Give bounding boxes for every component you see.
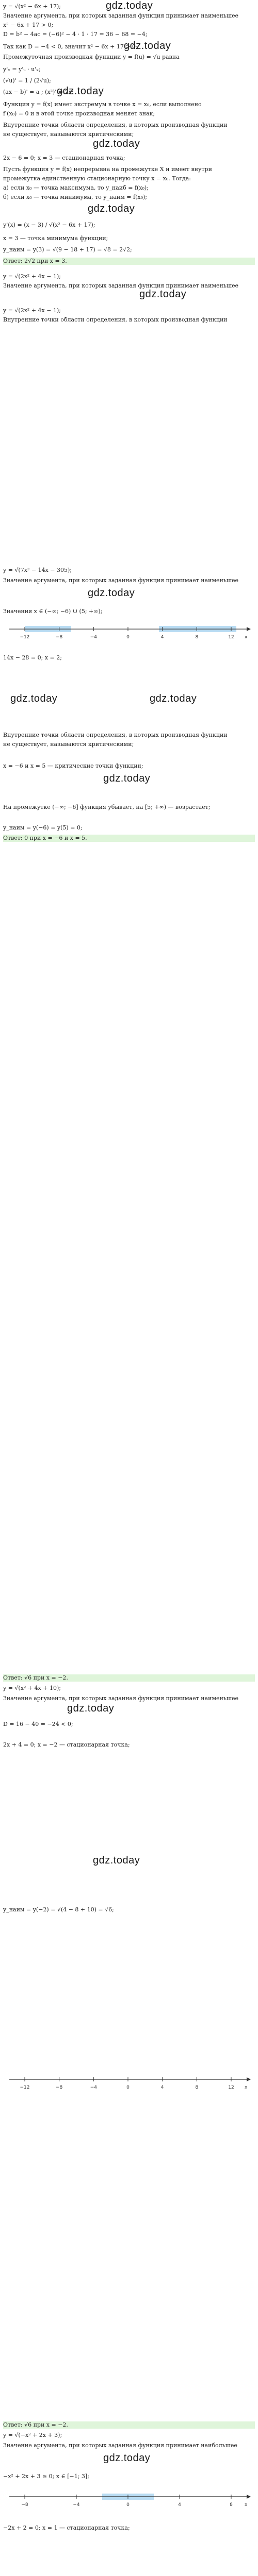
watermark: gdz.today bbox=[93, 138, 140, 149]
text-line: Промежуточная производная функции y = f(u) = √u равна bbox=[3, 54, 180, 60]
tick-label: 4 bbox=[178, 2502, 181, 2507]
text-line: Так как D = −4 < 0, значит x² − 6x + 17 > 0; bbox=[3, 43, 138, 50]
arrow-icon bbox=[247, 2495, 251, 2499]
watermark: gdz.today bbox=[150, 693, 197, 704]
tick-label: 12 bbox=[228, 635, 234, 640]
text-line: Значение аргумента, при которых заданная функция принимает наименьшее bbox=[3, 282, 239, 289]
watermark: gdz.today bbox=[139, 289, 187, 300]
watermark: gdz.today bbox=[93, 1855, 140, 1866]
watermark: gdz.today bbox=[103, 773, 151, 784]
formula-line: y_наим = y(−2) = √(4 − 8 + 10) = √6; bbox=[3, 1906, 114, 1913]
text-line: б) если x₀ — точка минимума, то y_наим = f(x₀); bbox=[3, 194, 147, 200]
formula-line: y = √(x² + 4x + 10); bbox=[3, 1685, 61, 1691]
tick-label: 4 bbox=[160, 635, 164, 640]
text-line: Внутренние точки области определения, в которых производная функции bbox=[3, 122, 228, 128]
tick-label: −12 bbox=[20, 2085, 30, 2090]
text-line: Значение аргумента, при которых заданная функция принимает наименьшее bbox=[3, 577, 239, 584]
formula-line: −2x + 2 = 0; x = 1 — стационарная точка; bbox=[3, 2524, 130, 2531]
formula-line: D = b² − 4ac = (−6)² − 4 · 1 · 17 = 36 − 68 = −4; bbox=[3, 31, 148, 38]
formula-line: y = √(2x² + 4x − 1); bbox=[3, 307, 61, 314]
tick-label: 0 bbox=[126, 635, 130, 640]
watermark: gdz.today bbox=[106, 0, 153, 11]
formula-line: y_наим = y(3) = √(9 − 18 + 17) = √8 = 2√2; bbox=[3, 246, 132, 253]
formula-line: y_наим = y(−6) = y(5) = 0; bbox=[3, 824, 83, 831]
text-line: Значение аргумента, при которых заданная функция принимает наименьшее bbox=[3, 12, 239, 19]
text-line: не существует, называются критическими; bbox=[3, 131, 134, 138]
tick-label: 0 bbox=[126, 2502, 130, 2507]
formula-line: (√u)' = 1 / (2√u); bbox=[3, 77, 51, 84]
formula-line: y'ₓ = y'ᵤ · u'ₓ; bbox=[3, 66, 41, 73]
text-line: промежутка единственную стационарную точку x = x₀. Тогда: bbox=[3, 175, 191, 182]
formula-line: −x² + 2x + 3 ≥ 0; x ∈ [−1; 3]; bbox=[3, 2473, 89, 2480]
text-line: не существует, называются критическими; bbox=[3, 741, 134, 748]
text-line: x = −6 и x = 5 — критические точки функции; bbox=[3, 762, 143, 769]
tick-label: −8 bbox=[56, 2085, 63, 2090]
tick-label: −12 bbox=[20, 635, 30, 640]
formula-line: y = √(x² − 6x + 17); bbox=[3, 3, 61, 10]
watermark: gdz.today bbox=[57, 86, 104, 97]
axis-label: x bbox=[245, 635, 248, 640]
number-line-1 bbox=[4, 621, 252, 641]
formula-line: (ax − b)' = a ; (x²)' = 2x; bbox=[3, 89, 74, 95]
text-line: Пусть функция y = f(x) непрерывна на промежутке X и имеет внутри bbox=[3, 166, 212, 173]
answer-line: Ответ: 2√2 при x = 3. bbox=[3, 258, 255, 265]
text-line: Внутренние точки области определения, в которых производная функции bbox=[3, 732, 228, 738]
formula-line: Значения x ∈ (−∞; −6) ∪ (5; +∞); bbox=[3, 608, 103, 615]
answer-line: Ответ: √6 при x = −2. bbox=[3, 1674, 255, 1682]
text-line: а) если x₀ — точка максимума, то y_наиб = f(x₀); bbox=[3, 184, 149, 191]
text-line: Функция y = f(x) имеет экстремум в точке x = x₀, если выполнено bbox=[3, 101, 202, 108]
formula-line: 2x + 4 = 0; x = −2 — стационарная точка; bbox=[3, 1741, 130, 1748]
formula-line: x² − 6x + 17 > 0; bbox=[3, 22, 54, 28]
formula-line: 14x − 28 = 0; x = 2; bbox=[3, 654, 62, 661]
watermark: gdz.today bbox=[88, 203, 135, 214]
tick-label: 8 bbox=[195, 2085, 199, 2090]
tick-label: 0 bbox=[126, 2085, 130, 2090]
watermark: gdz.today bbox=[103, 2452, 151, 2464]
watermark: gdz.today bbox=[67, 1703, 115, 1714]
text-line: Значение аргумента, при которых заданная функция принимает наименьшее bbox=[3, 1695, 239, 1702]
formula-line: y'(x) = (x − 3) / √(x² − 6x + 17); bbox=[3, 222, 95, 228]
text-line: f'(x₀) = 0 и в этой точке производная меняет знак; bbox=[3, 110, 155, 117]
watermark: gdz.today bbox=[88, 587, 135, 599]
tick-label: 8 bbox=[195, 635, 199, 640]
formula-line: 2x − 6 = 0; x = 3 — стационарная точка; bbox=[3, 155, 125, 161]
tick-label: −8 bbox=[21, 2502, 28, 2507]
tick-label: −4 bbox=[73, 2502, 80, 2507]
watermark: gdz.today bbox=[10, 693, 58, 704]
text-line: x = 3 — точка минимума функции; bbox=[3, 235, 108, 242]
number-line-3 bbox=[4, 2488, 252, 2509]
answer-line: Ответ: √6 при x = −2. bbox=[3, 2421, 255, 2429]
tick-label: −8 bbox=[56, 635, 63, 640]
tick-label: 4 bbox=[160, 2085, 164, 2090]
text-line: Внутренние точки области определения, в которых производная функции bbox=[3, 316, 228, 323]
tick-label: −4 bbox=[90, 2085, 97, 2090]
tick-label: 8 bbox=[230, 2502, 233, 2507]
arrow-icon bbox=[247, 627, 251, 631]
number-line-2 bbox=[4, 2071, 252, 2092]
tick-label: −4 bbox=[90, 635, 97, 640]
axis-label: x bbox=[245, 2085, 248, 2090]
text-line: Значение аргумента, при которых заданная функция принимает наибольшее bbox=[3, 2442, 237, 2449]
formula-line: y = √(2x² + 4x − 1); bbox=[3, 273, 61, 280]
formula-line: y = √(7x² − 14x − 305); bbox=[3, 567, 72, 573]
watermark: gdz.today bbox=[124, 40, 171, 52]
answer-line: Ответ: 0 при x = −6 и x = 5. bbox=[3, 835, 255, 842]
axis-label: x bbox=[245, 2502, 248, 2507]
formula-line: y = √(−x² + 2x + 3); bbox=[3, 2432, 62, 2438]
tick-label: 12 bbox=[228, 2085, 234, 2090]
arrow-icon bbox=[247, 2077, 251, 2081]
formula-line: D = 16 − 40 = −24 < 0; bbox=[3, 1721, 73, 1727]
text-line: На промежутке (−∞; −6] функция убывает, на [5; +∞) — возрастает; bbox=[3, 804, 211, 810]
